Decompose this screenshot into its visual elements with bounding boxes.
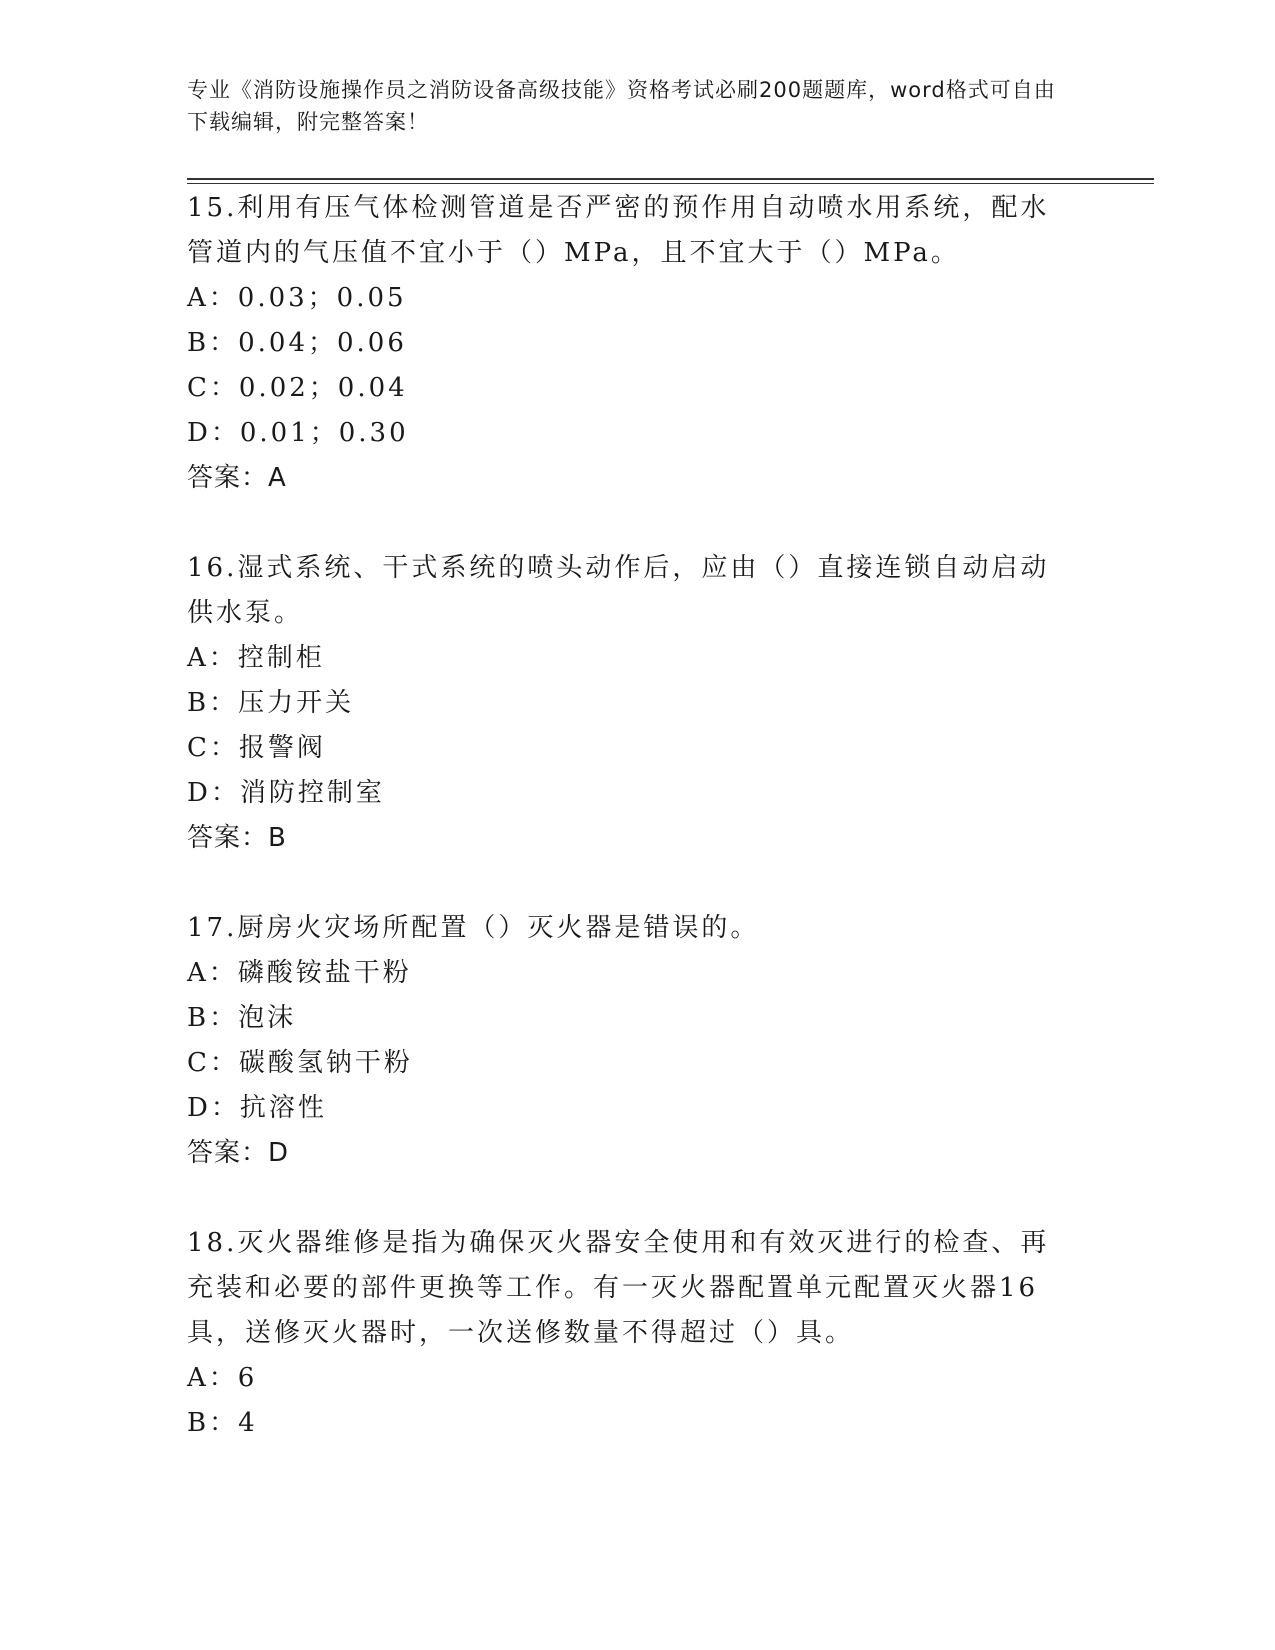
answer-line [187, 456, 1087, 501]
answer-value: A [268, 463, 287, 493]
option-c: C：0.02；0.04 [187, 373, 408, 403]
option-d: D：0.01；0.30 [187, 418, 409, 448]
question-stem: 15.利用有压气体检测管道是否严密的预作用自动喷水用系统，配水管道内的气压值不宜小于（）MPa，且不宜大于（）MPa。 [187, 193, 1050, 268]
option-a: A：控制柜 [187, 643, 325, 673]
option-b: B：泡沫 [187, 1003, 297, 1033]
option-a: A：6 [187, 1363, 258, 1393]
question-stem: 16.湿式系统、干式系统的喷头动作后，应由（）直接连锁自动启动供水泵。 [187, 553, 1050, 628]
answer-line [187, 1131, 1087, 1176]
option-b: B：4 [187, 1408, 258, 1438]
option-b: B：0.04；0.06 [187, 328, 407, 358]
option-a: A：磷酸铵盐干粉 [187, 958, 412, 988]
question-15 [187, 186, 1087, 501]
question-stem: 17.厨房火灾场所配置（）灭火器是错误的。 [187, 913, 760, 943]
question-18 [187, 1221, 1087, 1446]
answer-label: 答案： [187, 823, 269, 853]
document-header: 专业《消防设施操作员之消防设备高级技能》资格考试必刷200题题库，word格式可自由下载编辑，附完整答案！ [187, 78, 1056, 134]
answer-value: D [268, 1138, 290, 1168]
option-b: B：压力开关 [187, 688, 355, 718]
question-stem: 18.灭火器维修是指为确保灭火器安全使用和有效灭进行的检查、再充装和必要的部件更换等工作。有一灭火器配置单元配置灭火器16具，送修灭火器时，一次送修数量不得超过（）具。 [187, 1228, 1050, 1348]
question-17 [187, 906, 1087, 1176]
header-divider-thin [187, 183, 1154, 184]
answer-label: 答案： [187, 463, 269, 493]
option-a: A：0.03；0.05 [187, 283, 407, 313]
option-c: C：报警阀 [187, 733, 326, 763]
header-divider-thick [187, 178, 1154, 180]
option-d: D：抗溶性 [187, 1093, 327, 1123]
question-list [187, 186, 1087, 1446]
answer-label: 答案： [187, 1138, 269, 1168]
option-c: C：碳酸氢钠干粉 [187, 1048, 413, 1078]
option-d: D：消防控制室 [187, 778, 385, 808]
answer-line [187, 816, 1087, 861]
answer-value: B [268, 823, 287, 853]
question-16 [187, 546, 1087, 861]
